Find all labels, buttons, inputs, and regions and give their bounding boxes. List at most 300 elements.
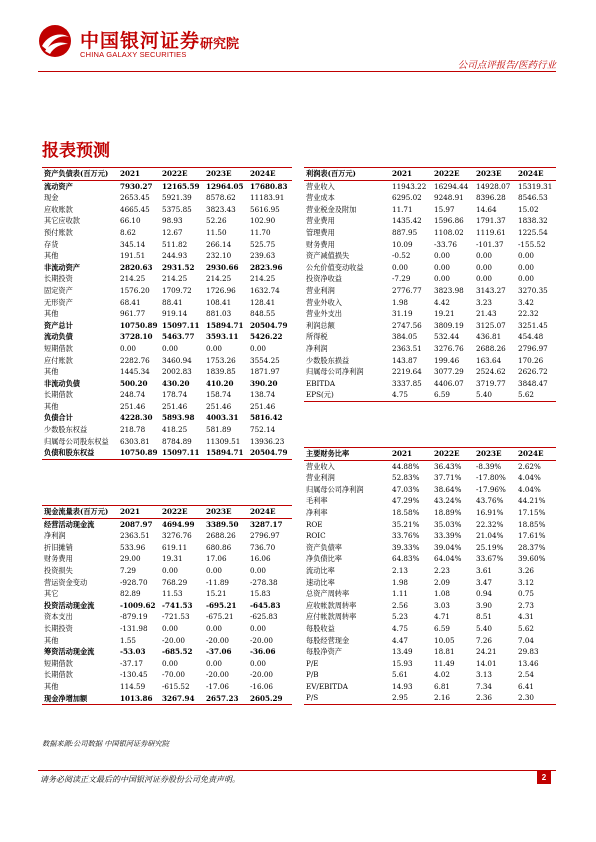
value-cell: 13.49 [392,647,413,657]
value-cell: 1838.32 [518,216,548,226]
value-cell: 11.49 [434,658,455,668]
row-label-cell: 总资产周转率 [306,589,350,599]
value-cell: 2820.63 [120,262,153,272]
table-header-row [304,448,556,461]
value-cell: 18.85% [518,519,546,529]
value-cell: 2363.51 [392,343,422,353]
table-row [42,262,292,274]
table-row [42,378,292,390]
row-label-cell: 营业收入 [306,181,335,191]
value-cell: -7.29 [392,274,411,284]
table-row [304,646,556,658]
value-cell: 36.43% [434,461,462,471]
value-cell: -879.19 [120,612,148,622]
value-cell: 44.88% [392,461,420,471]
table-row [42,542,292,554]
value-cell: 0.00 [206,623,223,633]
value-cell: -20.00 [250,670,274,680]
table-row [42,331,292,343]
year-header-cell: 2024E [248,168,292,181]
value-cell: 18.81 [434,647,455,657]
table-row [42,436,292,448]
value-cell: 82.89 [120,589,141,599]
year-header-cell: 2021 [118,506,160,519]
value-cell: 13.46 [518,658,539,668]
value-cell: 454.48 [518,332,544,342]
value-cell: 5.23 [392,612,409,622]
value-cell: 2087.97 [120,519,153,529]
table-row [304,635,556,647]
value-cell: 3.23 [476,297,493,307]
table-title-cell: 现金流量表(百万元) [42,506,118,519]
value-cell: 436.81 [476,332,502,342]
value-cell: 31.19 [392,309,413,319]
value-cell: 3.12 [518,577,535,587]
value-cell: 39.04% [434,542,462,552]
row-label-cell: 预付账款 [44,227,73,237]
value-cell: 14928.07 [476,181,511,191]
value-cell: 3125.07 [476,320,506,330]
value-cell: 3251.45 [518,320,548,330]
value-cell: 4694.99 [162,519,195,529]
brand-tag: 研究院 [200,37,240,52]
value-cell: 0.00 [476,262,493,272]
year-header-cell: 2021 [390,448,432,461]
value-cell: 511.82 [162,239,188,249]
row-label-cell: 短期借款 [44,343,73,353]
value-cell: 1791.37 [476,216,506,226]
table-row [304,343,556,355]
row-label-cell: 短期借款 [44,658,73,668]
value-cell: 0.00 [518,262,535,272]
value-cell: 11183.91 [250,193,285,203]
value-cell: 0.00 [250,658,267,668]
value-cell: 4.71 [434,612,451,622]
table-row [304,669,556,681]
balance-sheet-table [42,167,292,460]
table-row [42,401,292,413]
value-cell: 17.61% [518,531,546,541]
value-cell: 1709.72 [162,285,192,295]
row-label-cell: 资产总计 [44,320,73,330]
value-cell: 3809.19 [434,320,464,330]
value-cell: 0.00 [162,658,179,668]
year-header-cell: 2024E [248,506,292,519]
value-cell: 12165.59 [162,181,200,191]
value-cell: 2.13 [392,565,409,575]
row-label-cell: 公允价值变动收益 [306,262,364,272]
row-label-cell: 营业利润 [306,473,335,483]
value-cell: 68.41 [120,297,141,307]
value-cell: 919.14 [162,309,188,319]
table-row [304,366,556,378]
year-header-cell: 2023E [204,168,248,181]
value-cell: 0.00 [476,251,493,261]
value-cell: 4.75 [392,623,409,633]
value-cell: 3.90 [476,600,493,610]
row-label-cell: 净利润 [44,531,66,541]
income-statement-table [304,167,556,402]
table-row [42,250,292,262]
value-cell: 0.00 [250,343,267,353]
row-label-cell: 其他 [44,635,59,645]
row-label-cell: 资产减值损失 [306,251,350,261]
value-cell: 38.64% [434,484,462,494]
value-cell: 3077.29 [434,367,464,377]
row-label-cell: 速动比率 [306,577,335,587]
page-number: 2 [537,771,551,784]
value-cell: 21.43 [476,309,497,319]
row-label-cell: 固定资产 [44,285,73,295]
value-cell: -20.00 [206,670,230,680]
table-row [42,623,292,635]
value-cell: 533.96 [120,542,146,552]
value-cell: 11309.51 [206,436,241,446]
value-cell: 3267.94 [160,693,204,705]
value-cell: 4665.45 [120,204,150,214]
row-label-cell: 营运资金变动 [44,577,88,587]
value-cell: 2.56 [392,600,409,610]
row-label-cell: 流动资产 [44,181,73,191]
row-label-cell: P/B [306,670,319,680]
value-cell: 961.77 [120,309,146,319]
value-cell: 43.24% [434,496,462,506]
table-row [304,588,556,600]
value-cell: 3276.76 [162,531,192,541]
value-cell: 418.25 [162,425,188,435]
value-cell: 43.76% [476,496,504,506]
value-cell: 214.25 [250,274,276,284]
table-row [304,553,556,565]
year-header-cell: 2022E [432,168,474,181]
value-cell: 5921.39 [162,193,192,203]
table-row [304,692,556,704]
year-header-cell: 2022E [160,506,204,519]
value-cell: 22.32 [518,309,539,319]
value-cell: 2.16 [432,692,474,704]
table-title-cell: 主要财务比率 [304,448,390,461]
value-cell: 52.26 [206,216,227,226]
value-cell: 47.03% [392,484,420,494]
row-label-cell: 归属母公司净利润 [306,367,364,377]
value-cell: 4.02 [434,670,451,680]
table-row [42,389,292,401]
value-cell: 44.21% [518,496,546,506]
value-cell: 128.41 [250,297,276,307]
value-cell: 6295.02 [392,193,422,203]
table-row [304,378,556,390]
row-label-cell: EV/EBITDA [306,681,348,691]
value-cell: 4003.31 [206,413,239,423]
table-row [42,285,292,297]
value-cell: 102.90 [250,216,276,226]
table-row [42,366,292,378]
value-cell: -721.53 [162,612,190,622]
value-cell: -685.52 [162,647,193,657]
table-row [42,204,292,216]
table-row [42,588,292,600]
value-cell: 39.33% [392,542,420,552]
value-cell: 2.30 [516,692,556,704]
value-cell: -131.98 [120,623,148,633]
table-row [42,320,292,332]
table-row [42,273,292,285]
row-label-cell: 财务费用 [44,554,73,564]
table-title-cell: 利润表(百万元) [304,168,390,181]
value-cell: 3554.25 [250,355,280,365]
value-cell: 15894.71 [204,447,248,459]
value-cell: 64.83% [392,554,420,564]
table-row [304,285,556,297]
table-row [42,343,292,355]
value-cell: 25.19% [476,542,504,552]
value-cell: -16.06 [250,681,274,691]
value-cell: -17.96% [476,484,506,494]
value-cell: 7.34 [476,681,493,691]
value-cell: 19.21 [434,309,455,319]
value-cell: 218.78 [120,425,146,435]
value-cell: 66.10 [120,216,141,226]
value-cell: 3.03 [434,600,451,610]
galaxy-logo-icon [38,24,72,58]
value-cell: 0.00 [518,274,535,284]
row-label-cell: 归属母公司净利润 [306,484,364,494]
value-cell: 8.51 [476,612,493,622]
value-cell: 0.00 [162,565,179,575]
table-row [42,355,292,367]
value-cell: 4.04% [518,484,541,494]
value-cell: 170.26 [518,355,544,365]
row-label-cell: 资本支出 [44,612,73,622]
value-cell: 1.98 [392,297,409,307]
row-label-cell: 少数股东损益 [306,355,350,365]
value-cell: 4.75 [390,389,432,401]
value-cell: 736.70 [250,542,276,552]
value-cell: 8578.62 [206,193,236,203]
value-cell: 2.54 [518,670,535,680]
value-cell: 2657.23 [204,693,248,705]
row-label-cell: 净利润 [306,343,328,353]
table-row [304,215,556,227]
value-cell: 108.41 [206,297,232,307]
value-cell: 17.15% [518,507,546,517]
value-cell: 232.10 [206,251,232,261]
value-cell: 47.29% [392,496,420,506]
table-row [42,412,292,424]
value-cell: -37.17 [120,658,144,668]
value-cell: -20.00 [250,635,274,645]
year-header-cell: 2024E [516,448,556,461]
value-cell: 3.61 [476,565,493,575]
value-cell: 64.04% [434,554,462,564]
value-cell: 15.93 [392,658,413,668]
value-cell: 15.21 [206,589,227,599]
value-cell: 9248.91 [434,193,464,203]
value-cell: 11.50 [206,227,227,237]
value-cell: 1839.85 [206,367,236,377]
value-cell: 5426.22 [250,332,283,342]
row-label-cell: 每股收益 [306,623,335,633]
table-row [304,681,556,693]
value-cell: 2.23 [434,565,451,575]
table-row [304,227,556,239]
value-cell: 848.55 [250,309,276,319]
value-cell: 5.61 [392,670,409,680]
table-row [42,600,292,612]
value-cell: -17.06 [206,681,230,691]
table-row [304,355,556,367]
value-cell: 8.62 [120,227,137,237]
value-cell: 2363.51 [120,531,150,541]
value-cell: 0.00 [162,343,179,353]
row-label-cell: 其他 [44,251,59,261]
value-cell: 29.83 [518,647,539,657]
value-cell: 2796.97 [518,343,548,353]
value-cell: 0.00 [162,623,179,633]
table-row [304,507,556,519]
table-row [42,297,292,309]
value-cell: 15319.31 [518,181,553,191]
row-label-cell: 营业收入 [306,461,335,471]
row-label-cell: 存货 [44,239,59,249]
row-label-cell: 每股净资产 [306,647,342,657]
value-cell: 1119.61 [476,227,506,237]
row-label-cell: EBITDA [306,378,336,388]
value-cell: 0.00 [434,274,451,284]
value-cell: 887.95 [392,227,418,237]
value-cell: 88.41 [162,297,183,307]
header-divider [38,71,556,72]
value-cell: 191.51 [120,251,146,261]
table-row [304,239,556,251]
row-label-cell: 财务费用 [306,239,335,249]
row-label-cell: 营业成本 [306,193,335,203]
value-cell: 1225.54 [518,227,548,237]
value-cell: 2823.96 [250,262,283,272]
value-cell: 0.94 [476,589,493,599]
table-row [304,273,556,285]
value-cell: 2626.72 [518,367,548,377]
value-cell: 33.67% [476,554,504,564]
value-cell: 3823.98 [434,285,464,295]
value-cell: 3287.17 [250,519,283,529]
value-cell: 0.00 [434,262,451,272]
row-label-cell: 投资损失 [44,565,73,575]
row-label-cell: 流动负债 [44,332,73,342]
value-cell: 163.64 [476,355,502,365]
value-cell: 11943.22 [392,181,427,191]
row-label-cell: 非流动资产 [44,262,80,272]
value-cell: 3.47 [476,577,493,587]
value-cell: 4406.07 [434,378,464,388]
row-label-cell: 其它 [44,589,59,599]
value-cell: 14.93 [392,681,413,691]
value-cell: 244.93 [162,251,188,261]
value-cell: 7.29 [120,565,137,575]
value-cell: 4228.30 [120,413,153,423]
table-row [42,192,292,204]
table-title-cell: 资产负债表(百万元) [42,168,118,181]
year-header-cell: 2023E [474,448,516,461]
section-title: 报表预测 [42,141,110,161]
row-label-cell: 其它应收款 [44,216,80,226]
value-cell: 248.74 [120,390,146,400]
value-cell: 0.00 [206,343,223,353]
row-label-cell: 无形资产 [44,297,73,307]
row-label-cell: 管理费用 [306,227,335,237]
table-row [42,658,292,670]
value-cell: 6.41 [518,681,535,691]
value-cell: 266.14 [206,239,232,249]
value-cell: 15894.71 [206,320,244,330]
row-label-cell: P/E [306,658,319,668]
value-cell: 1445.34 [120,367,150,377]
value-cell: 2688.26 [206,531,236,541]
value-cell: 12.67 [162,227,183,237]
value-cell: 7.04 [518,635,535,645]
value-cell: 13936.23 [250,436,285,446]
row-label-cell: 其他 [44,401,59,411]
row-label-cell: 利润总额 [306,320,335,330]
value-cell: 11.71 [392,204,413,214]
value-cell: -53.03 [120,647,146,657]
table-row [42,693,292,705]
value-cell: 0.00 [206,565,223,575]
value-cell: 0.75 [518,589,535,599]
value-cell: 33.76% [392,531,420,541]
value-cell: 5.62 [516,389,556,401]
value-cell: 2.62% [518,461,541,471]
row-label-cell: 负债合计 [44,413,73,423]
value-cell: 52.83% [392,473,420,483]
row-label-cell: 资产负债率 [306,542,342,552]
row-label-cell: 少数股东权益 [44,425,88,435]
value-cell: 430.20 [162,378,190,388]
year-header-cell: 2022E [160,168,204,181]
value-cell: 251.46 [250,401,276,411]
table-row [304,320,556,332]
value-cell: 214.25 [120,274,146,284]
row-label-cell: EPS(元) [304,389,390,401]
table-row [304,658,556,670]
value-cell: 7.26 [476,635,493,645]
value-cell: 18.58% [392,507,420,517]
value-cell: 881.03 [206,309,232,319]
value-cell: 17.06 [206,554,227,564]
row-label-cell: 投资净收益 [306,274,342,284]
row-label-cell: 流动比率 [306,565,335,575]
value-cell: 345.14 [120,239,146,249]
value-cell: 37.71% [434,473,462,483]
row-label-cell: 毛利率 [306,496,328,506]
value-cell: -11.89 [206,577,230,587]
value-cell: 3719.77 [476,378,506,388]
table-row [304,308,556,320]
year-header-cell: 2023E [204,506,248,519]
row-label-cell: 长期投资 [44,274,73,284]
row-label-cell: 负债和股东权益 [42,447,118,459]
value-cell: 3593.11 [206,332,239,342]
table-header-row [42,168,292,181]
row-label-cell: ROIC [306,531,326,541]
value-cell: 2776.77 [392,285,422,295]
table-row [42,447,292,459]
value-cell: 29.00 [120,554,141,564]
year-header-cell: 2021 [390,168,432,181]
value-cell: -278.38 [250,577,278,587]
row-label-cell: 营业利润 [306,285,335,295]
value-cell: -155.52 [518,239,546,249]
